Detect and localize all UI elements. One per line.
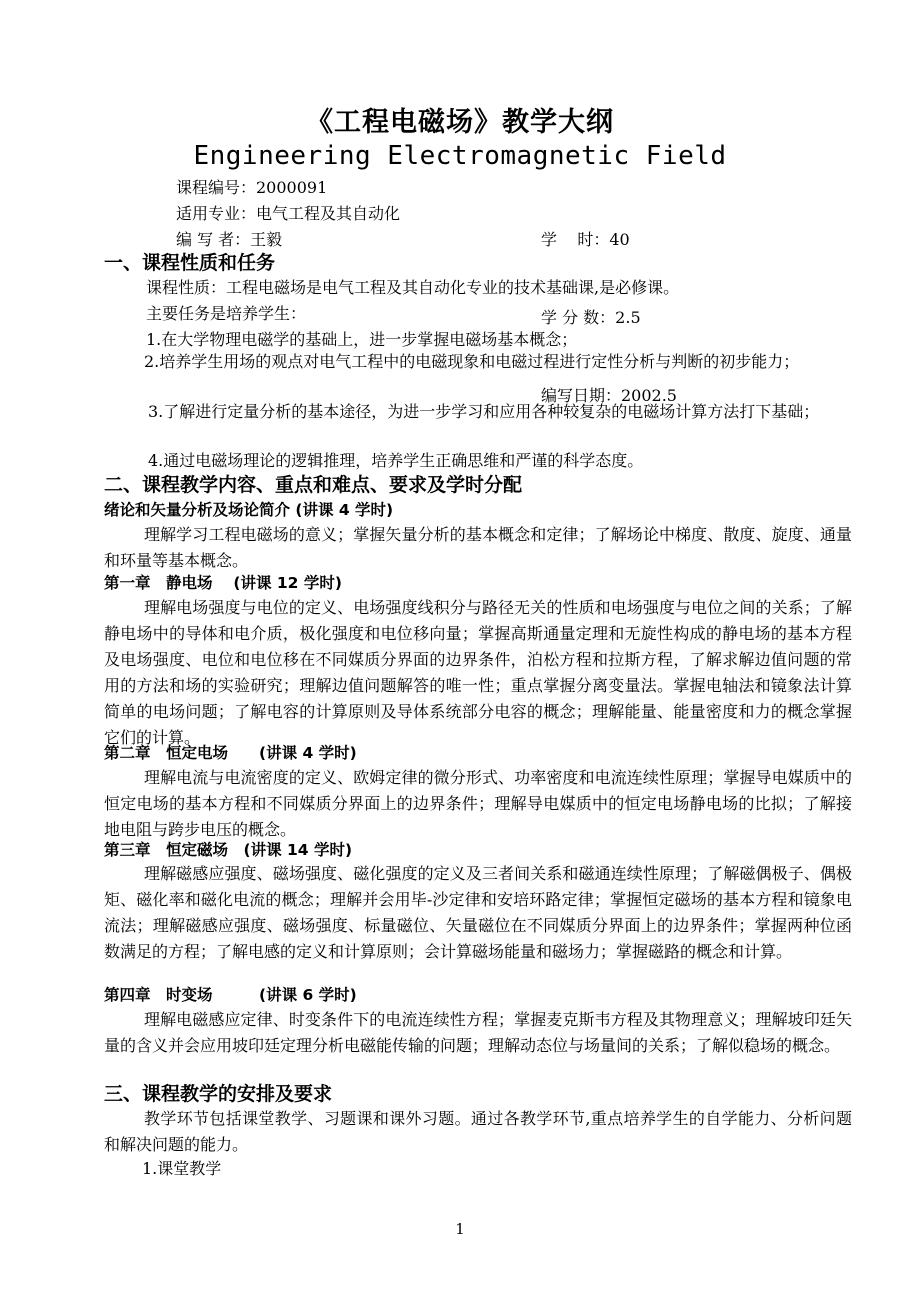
intro-text: 理解学习工程电磁场的意义；掌握矢量分析的基本概念和定律；了解场论中梯度、散度、旋度、通量和环量等基本概念。	[104, 525, 852, 570]
applicable-major: 适用专业：电气工程及其自动化	[176, 204, 401, 223]
chapter-1-heading: 第一章 静电场 (讲课 12 学时)	[104, 574, 342, 592]
task-item-2: 2.培养学生用场的观点对电气工程中的电磁现象和电磁过程进行定性分析与判断的初步能力；	[144, 352, 800, 371]
document-title: 《工程电磁场》教学大纲	[306, 107, 614, 138]
chapter-2-heading: 第二章 恒定电场 (讲课 4 学时)	[104, 744, 357, 762]
class-hours: 学 时：40	[541, 230, 630, 249]
chapter-1-text: 理解电场强度与电位的定义、电场强度线积分与路径无关的性质和电场强度与电位之间的关系；了解静电场中的导体和电介质，极化强度和电位移向量；掌握高斯通量定理和无旋性构成的静电场的基本方程及电场强度、电位和电位移在不同媒质分界面的边界条件，泊松方程和拉斯方程，了解求解边值问题的常用的方法和场的实验研究；理解边值问题解答的唯一性；重点掌握分离变量法。掌握电轴法和镜象法计算简单的电场问题；了解电容的计算原则及导体系统部分电容的概念；理解能量、能量密度和力的概念掌握它们的计算。	[104, 598, 852, 747]
task-item-1: 1.在大学物理电磁学的基础上，进一步掌握电磁场基本概念；	[146, 330, 578, 349]
chapter-4-heading: 第四章 时变场 (讲课 6 学时)	[104, 986, 357, 1004]
main-tasks-text: 主要任务是培养学生：	[146, 304, 307, 323]
chapter-2-text: 理解电流与电流密度的定义、欧姆定律的微分形式、功率密度和电流连续性原理；掌握导电媒质中的恒定电场的基本方程和不同媒质分界面上的边界条件；理解导电媒质中的恒定电场静电场的比拟；了解接地电阻与跨步电压的概念。	[104, 768, 852, 839]
section-heading-3: 三、课程教学的安排及要求	[104, 1083, 333, 1105]
author: 编 写 者：王毅	[176, 230, 283, 249]
intro-heading: 绪论和矢量分析及场论简介 (讲课 4 学时)	[104, 501, 394, 519]
course-meta-left	[176, 175, 400, 253]
classroom-teaching-item: 1.课堂教学	[142, 1159, 222, 1178]
section-heading-2: 二、课程教学内容、重点和难点、要求及学时分配	[104, 474, 523, 496]
written-date: 编写日期：2002.5	[541, 386, 677, 405]
task-item-4: 4.通过电磁场理论的逻辑推理，培养学生正确思维和严谨的科学态度。	[148, 451, 644, 470]
document-subtitle: Engineering Electromagnetic Field	[193, 141, 727, 171]
task-item-3: 3.了解进行定量分析的基本途径，为进一步学习和应用各种较复杂的电磁场计算方法打下基础；	[148, 402, 820, 421]
credits: 学 分 数：2.5	[541, 308, 641, 327]
teaching-arrangement-text: 教学环节包括课堂教学、习题课和课外习题。通过各教学环节,重点培养学生的自学能力、分析问题和解决问题的能力。	[104, 1109, 852, 1154]
page-number: 1	[455, 1220, 465, 1238]
chapter-4-text: 理解电磁感应定律、时变条件下的电流连续性方程；掌握麦克斯韦方程及其物理意义；理解坡印廷矢量的含义并会应用坡印廷定理分析电磁能传输的问题；理解动态位与场量间的关系；了解似稳场的概念。	[104, 1010, 852, 1055]
chapter-3-text: 理解磁感应强度、磁场强度、磁化强度的定义及三者间关系和磁通连续性原理；了解磁偶极子、偶极矩、磁化率和磁化电流的概念；理解并会用毕-沙定律和安培环路定律；掌握恒定磁场的基本方程和镜象电流法；理解磁感应强度、磁场强度、标量磁位、矢量磁位在不同媒质分界面上的边界条件；掌握两种位函数满足的方程；了解电感的定义和计算原则；会计算磁场能量和磁场力；掌握磁路的概念和计算。	[104, 864, 852, 961]
course-nature-text: 课程性质：工程电磁场是电气工程及其自动化专业的技术基础课,是必修课。	[146, 278, 680, 297]
chapter-3-heading: 第三章 恒定磁场 (讲课 14 学时)	[104, 841, 353, 859]
course-number: 课程编号：2000091	[176, 178, 328, 197]
section-heading-1: 一、课程性质和任务	[104, 252, 276, 274]
